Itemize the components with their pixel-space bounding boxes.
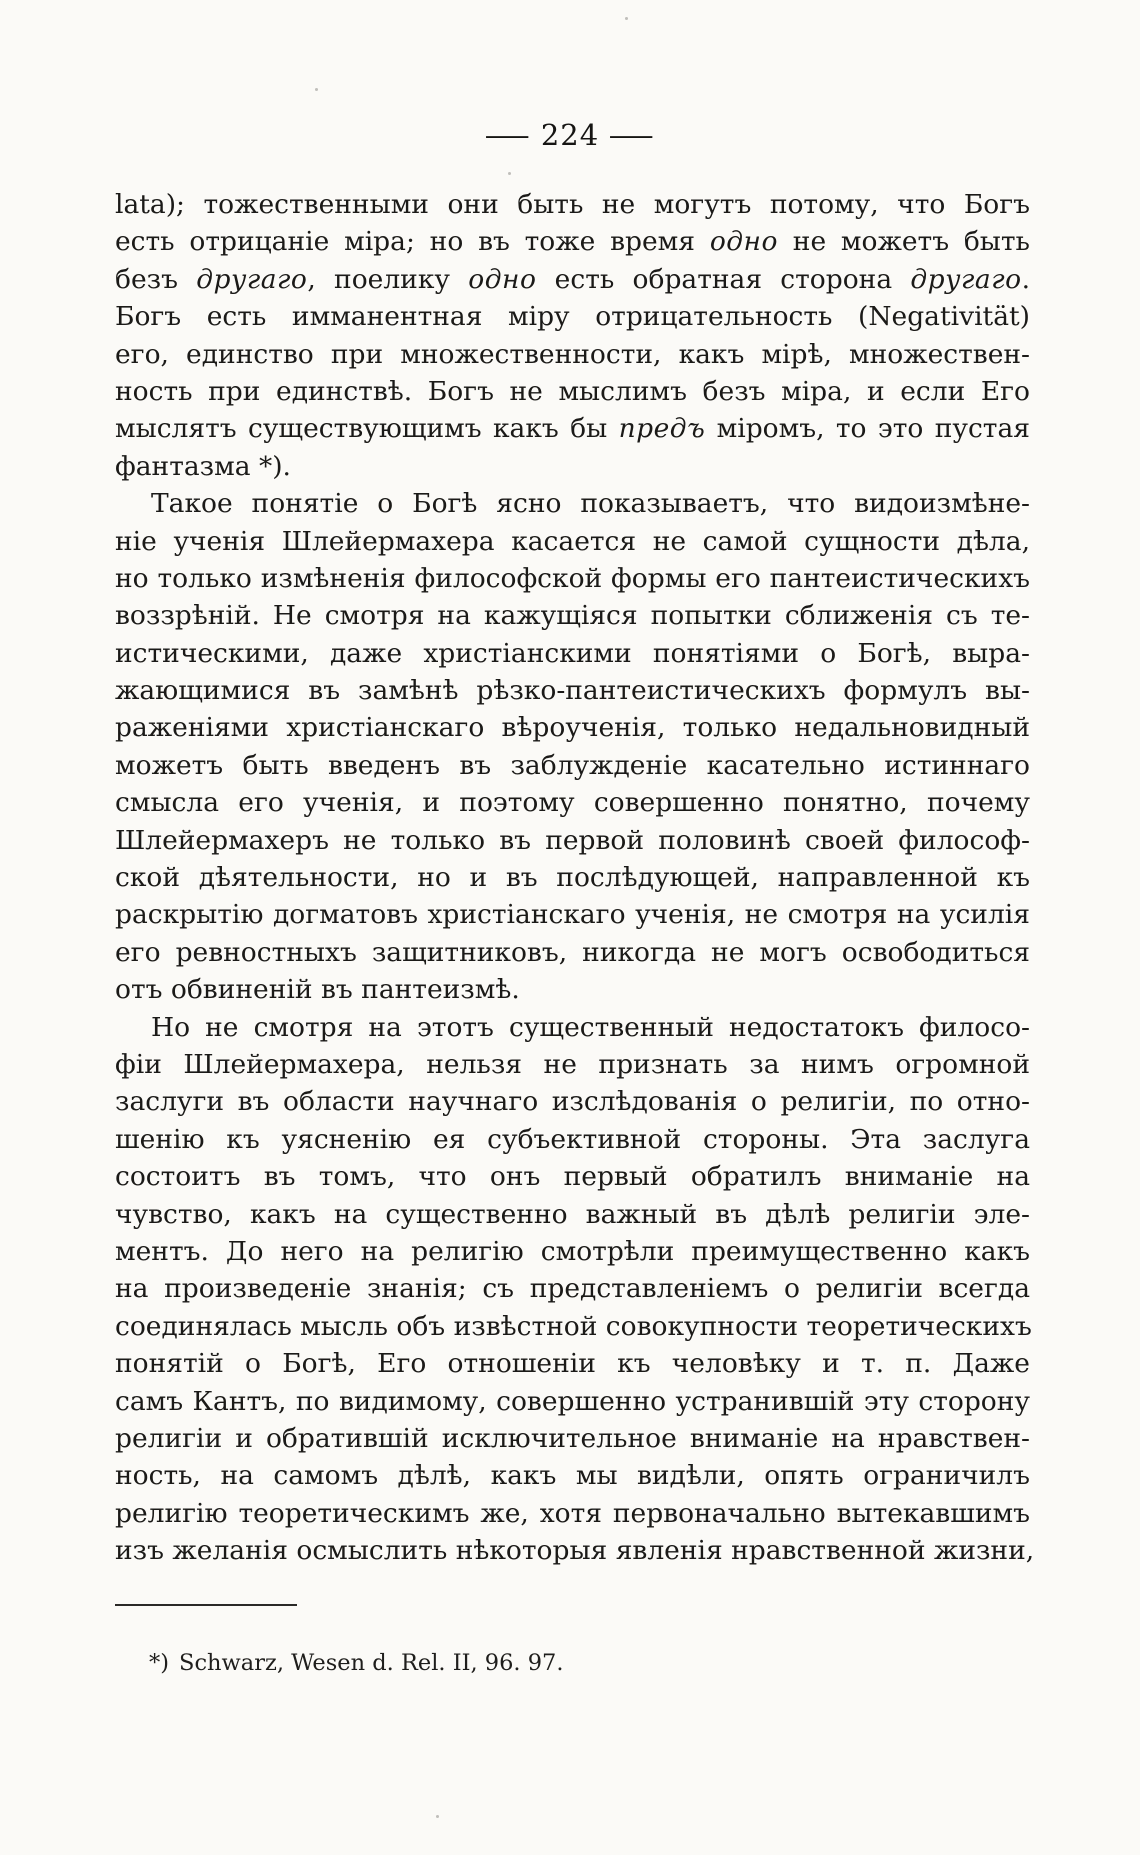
text-segment: но только измѣненія философской формы его пантеистическихъ (115, 562, 1030, 594)
text-line (115, 784, 1030, 821)
text-segment: не можетъ быть (777, 226, 1030, 258)
text-segment: , поелику (307, 263, 469, 295)
scan-speck (625, 17, 628, 20)
text-line (115, 747, 1030, 784)
text-line (115, 1158, 1030, 1195)
scan-speck (508, 172, 511, 175)
text-segment: его, единство при множественности, какъ мірѣ, множествен- (115, 338, 1030, 370)
text-line (115, 223, 1030, 260)
text-segment: Богъ есть имманентная міру отрицательность (Negativität) (115, 301, 1030, 333)
text-line (115, 1420, 1030, 1457)
text-segment: смысла его ученія, и поэтому совершенно понятно, почему (115, 787, 1030, 819)
text-segment: раскрытію догматовъ христіанскаго ученія, не смотря на усилія (115, 899, 1030, 931)
text-line (115, 261, 1030, 298)
text-line (115, 448, 1030, 485)
text-segment: истическими, даже христіанскими понятіями о Богѣ, выра- (115, 637, 1030, 669)
text-segment: заслуги въ области научнаго изслѣдованія о религіи, по отно- (115, 1086, 1030, 1118)
text-segment: Шлейермахеръ не только въ первой половинѣ своей философ- (115, 824, 1030, 856)
scan-speck (315, 88, 318, 91)
text-segment: ность, на самомъ дѣлѣ, какъ мы видѣли, опять ограничилъ (115, 1460, 1030, 1492)
italic-text-segment: одно (709, 226, 778, 258)
text-segment: изъ желанія осмыслить нѣкоторыя явленія нравственной жизни, (115, 1535, 1035, 1567)
text-segment: мыслятъ существующимъ какъ бы (115, 413, 619, 445)
text-line (115, 1046, 1030, 1083)
text-line (115, 597, 1030, 634)
italic-text-segment: другаго (910, 263, 1022, 295)
text-line (115, 1383, 1030, 1420)
text-line (115, 934, 1030, 971)
paragraph (115, 485, 1030, 1008)
text-line (115, 560, 1030, 597)
text-line (115, 1083, 1030, 1120)
text-segment: есть отрицаніе міра; но въ тоже время (115, 226, 710, 258)
text-segment: религію теоретическимъ же, хотя первоначально вытекавшимъ (115, 1497, 1030, 1529)
italic-text-segment: предъ (618, 413, 706, 445)
text-line (115, 709, 1030, 746)
text-segment: ность при единствѣ. Богъ не мыслимъ безъ міра, и если Его (115, 375, 1030, 407)
text-segment: самъ Кантъ, по видимому, совершенно устранившій эту сторону (115, 1385, 1030, 1417)
footnote-marker: *) (149, 1650, 170, 1676)
text-line (115, 410, 1030, 447)
text-line (115, 1345, 1030, 1382)
paragraph (115, 186, 1030, 485)
text-segment: понятій о Богѣ, Его отношеніи къ человѣку и т. п. Даже (115, 1348, 1030, 1380)
text-line (115, 822, 1030, 859)
text-line (115, 971, 1030, 1008)
text-segment: можетъ быть введенъ въ заблужденіе касательно истиннаго (115, 749, 1030, 781)
text-segment: ской дѣятельности, но и въ послѣдующей, направленной къ (115, 862, 1030, 894)
header-dash-right: — (608, 118, 657, 152)
italic-text-segment: одно (468, 263, 537, 295)
text-line (115, 1308, 1030, 1345)
text-segment: lata); тожественными они быть не могутъ потому, что Богъ (115, 189, 1030, 220)
text-line (115, 186, 1030, 223)
text-segment: воззрѣній. Не смотря на кажущіяся попытки сближенія съ те- (115, 600, 1030, 632)
page-body (115, 186, 1035, 1569)
text-line (115, 1196, 1030, 1233)
text-line (115, 1009, 1030, 1046)
page-number: 224 (540, 118, 600, 152)
text-line (115, 896, 1030, 933)
text-segment: жающимися въ замѣнѣ рѣзко-пантеистическихъ формулъ вы- (115, 675, 1030, 707)
text-line (115, 1121, 1030, 1158)
text-segment: ментъ. До него на религію смотрѣли преимущественно какъ (115, 1235, 1030, 1267)
scan-speck (436, 1815, 439, 1818)
footnote-rule (115, 1604, 297, 1606)
footnote-text: Schwarz, Wesen d. Rel. II, 96. 97. (179, 1650, 564, 1676)
text-segment: ніе ученія Шлейермахера касается не самой сущности дѣла, (115, 525, 1030, 557)
text-segment: на произведеніе знанія; съ представленіемъ о религіи всегда (115, 1273, 1030, 1305)
text-line (115, 635, 1030, 672)
text-segment: Но не смотря на этотъ существенный недостатокъ филосо- (151, 1011, 1030, 1043)
text-line (115, 523, 1030, 560)
text-segment: есть обратная сторона (536, 263, 911, 295)
text-segment: состоитъ въ томъ, что онъ первый обратилъ вниманіе на (115, 1161, 1030, 1193)
text-segment: религіи и обратившій исключительное вниманіе на нравствен- (115, 1422, 1030, 1454)
text-segment: раженіями христіанскаго вѣроученія, только недальновидный (115, 712, 1030, 744)
text-segment: шенію къ уясненію ея субъективной стороны. Эта заслуга (115, 1123, 1030, 1155)
page-header (0, 0, 1140, 152)
text-segment: его ревностныхъ защитниковъ, никогда не могъ освободиться (115, 936, 1030, 968)
text-segment: отъ обвиненій въ пантеизмѣ. (115, 974, 520, 1006)
text-line (115, 336, 1030, 373)
text-segment: чувство, какъ на существенно важный въ дѣлѣ религіи эле- (115, 1198, 1030, 1230)
text-segment: фантазма *). (115, 450, 291, 482)
header-dash-left: — (483, 118, 532, 152)
text-line (115, 672, 1030, 709)
text-segment: безъ (115, 263, 197, 295)
text-segment: міромъ, то это пустая (705, 413, 1030, 445)
text-line (115, 1233, 1030, 1270)
text-segment: фіи Шлейермахера, нельзя не признать за нимъ огромной (115, 1048, 1030, 1080)
text-line (115, 485, 1030, 522)
text-line (115, 1457, 1030, 1494)
paragraph (115, 1009, 1035, 1570)
italic-text-segment: другаго (196, 263, 308, 295)
footnote (115, 1648, 1030, 1678)
text-line (115, 1495, 1030, 1532)
text-line (115, 859, 1030, 896)
text-line (115, 1270, 1030, 1307)
text-line (115, 298, 1030, 335)
text-segment: соединялась мысль объ извѣстной совокупности теоретическихъ (115, 1310, 1032, 1342)
text-line (115, 1532, 1035, 1569)
text-line (115, 373, 1030, 410)
text-segment: Такое понятіе о Богѣ ясно показываетъ, что видоизмѣне- (151, 488, 1030, 520)
text-segment: . (1021, 263, 1030, 295)
